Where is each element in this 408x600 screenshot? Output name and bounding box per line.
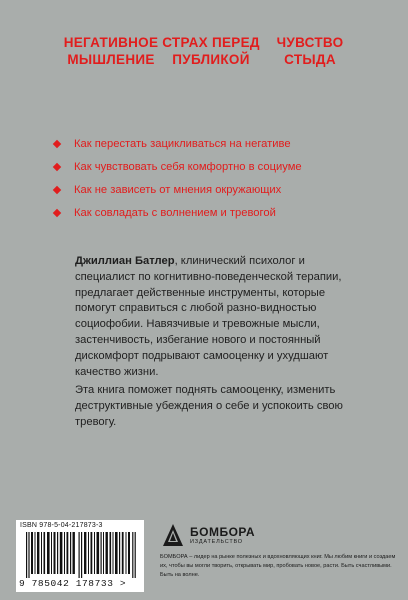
diamond-bullet-icon <box>53 140 61 148</box>
publisher-slogan: БОМБОРА – лидер на рынке полезных и вдохновляющих книг. Мы любим книги и создаем их, чтобы вы могли творить, открывать мир, пробовать новое, расти. Быть счастливыми. Быть на волне. <box>160 554 396 578</box>
publisher-name: БОМБОРА <box>190 525 256 539</box>
diamond-bullet-icon <box>53 186 61 194</box>
description-text: , клинический психолог и специалист по когнитивно-поведенческой терапии, предлагает действенные инструменты, которые помогут справиться с любой разно-видностью социофобии. Навязчивые и тревожные мысли, застенчивость, избегание нового и постоянный дискомфорт подрывают самооценку и ухудшают качество жизни. <box>75 255 342 378</box>
barcode-bars-icon <box>26 532 136 578</box>
list-item-text: Как перестать зацикливаться на негативе <box>74 138 291 150</box>
list-item-text: Как совладать с волнением и тревогой <box>74 207 276 219</box>
topic-negative-thinking: НЕГАТИВНОЕ МЫШЛЕНИЕ <box>63 35 159 67</box>
isbn-label: ISBN 978-5-04-217873-3 <box>20 522 103 529</box>
barcode <box>16 520 144 592</box>
description-paragraph <box>75 254 355 380</box>
list-item-text: Как чувствовать себя комфортно в социуме <box>74 161 302 173</box>
benefit-list <box>52 136 372 228</box>
bombora-logo-icon <box>160 522 186 548</box>
list-item <box>52 205 372 228</box>
list-item <box>52 159 372 182</box>
summary-paragraph: Эта книга поможет поднять самооценку, изменить деструктивные убеждения о себе и успокоить свою тревогу. <box>75 384 343 428</box>
publisher-block <box>160 522 400 592</box>
top-topics <box>0 34 408 82</box>
publisher-subtitle: ИЗДАТЕЛЬСТВО <box>190 539 243 545</box>
list-item-text: Как не зависеть от мнения окружающих <box>74 184 282 196</box>
topic-feeling-of-shame: ЧУВСТВО СТЫДА <box>276 35 344 67</box>
diamond-bullet-icon <box>53 209 61 217</box>
barcode-digits: 9 785042 178733 > <box>19 578 127 589</box>
topic-fear-of-public: СТРАХ ПЕРЕД ПУБЛИКОЙ <box>162 35 260 67</box>
list-item <box>52 182 372 205</box>
list-item <box>52 136 372 159</box>
diamond-bullet-icon <box>53 163 61 171</box>
author-name: Джиллиан Батлер <box>75 255 175 267</box>
